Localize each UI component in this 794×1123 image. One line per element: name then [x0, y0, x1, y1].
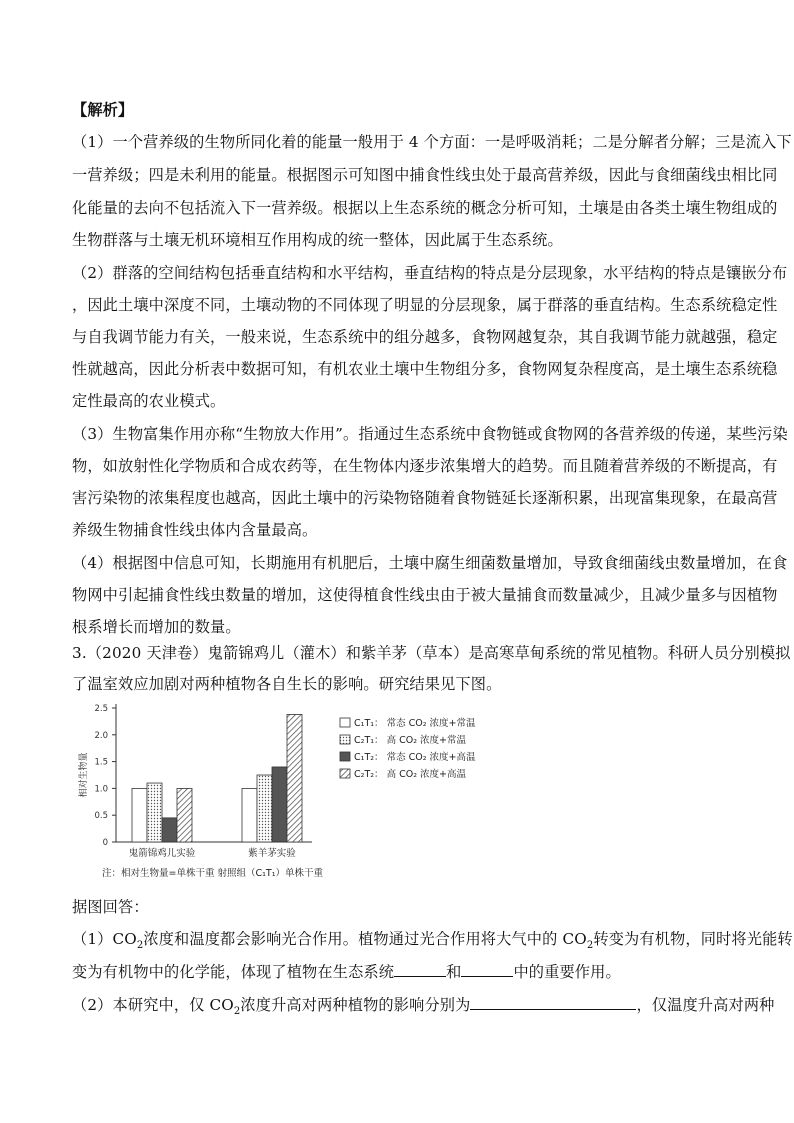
- y-axis-label: 相对生物量: [79, 752, 89, 798]
- legend-label: C₂T₂： 高 CO₂ 浓度+高温: [354, 769, 466, 780]
- legend-swatch: [340, 769, 350, 778]
- analysis-line: 害污染物的浓集程度也越高，因此土壤中的污染物铬随着食物链延长逐渐积累，出现富集现象，在最高营: [72, 489, 778, 507]
- bar: [242, 788, 257, 842]
- bar: [177, 788, 192, 842]
- y-tick-label: 0: [102, 838, 108, 848]
- q1-text-a: （1）CO: [72, 930, 137, 948]
- analysis-line: 养级生物捕食性线虫体内含量最高。: [72, 521, 318, 539]
- analysis-line: （3）生物富集作用亦称“生物放大作用”。指通过生态系统中食物链或食物网的各营养级的传递，某些污染: [72, 425, 788, 443]
- q1-line2-c: 中的重要作用。: [513, 963, 621, 981]
- bar: [287, 714, 302, 842]
- analysis-heading: 【解析】: [72, 101, 134, 119]
- answer-prompt: 据图回答：: [72, 898, 149, 916]
- bar: [272, 767, 287, 842]
- q1-text-c: 转变为有机物，同时将光能转: [593, 930, 793, 948]
- analysis-line: （4）根据图中信息可知，长期施用有机肥后，土壤中腐生细菌数量增加，导致食细菌线虫数量增加，在食: [72, 554, 788, 572]
- q1-subscript-2: 2: [586, 940, 594, 952]
- bar: [147, 783, 162, 842]
- q1-text-b: 浓度和温度都会影响光合作用。植物通过光合作用将大气中的 CO: [143, 930, 587, 948]
- answer-blank-1[interactable]: [394, 961, 446, 977]
- q1-subscript: 2: [136, 940, 144, 952]
- y-tick-label: 2.0: [94, 730, 108, 741]
- question-line-1: 3.（2020 天津卷）鬼箭锦鸡儿（灌木）和紫羊茅（草本）是高寒草甸系统的常见植物。科研人员分别模拟: [72, 644, 791, 662]
- analysis-line: （1）一个营养级的生物所同化着的能量一般用于 4 个方面：一是呼吸消耗；二是分解者分解；三是流入下: [72, 133, 792, 151]
- analysis-line: 化能量的去向不包括流入下一营养级。根据以上生态系统的概念分析可知，土壤是由各类土壤生物组成的: [72, 199, 778, 217]
- analysis-line: 物，如放射性化学物质和合成农药等，在生物体内逐步浓集增大的趋势。而且随着营养级的不断提高，有: [72, 457, 778, 475]
- q2-subscript: 2: [233, 1006, 241, 1018]
- y-tick-label: 1.5: [94, 757, 108, 768]
- q2-text-b: 浓度升高对两种植物的影响分别为: [240, 996, 471, 1014]
- legend-swatch: [340, 752, 350, 761]
- legend-label: C₁T₁： 常态 CO₂ 浓度+常温: [354, 718, 476, 729]
- question-2-line-1: [72, 994, 775, 1018]
- analysis-line: 与自我调节能力有关，一般来说，生态系统中的组分越多，食物网越复杂，其自我调节能力就越强，稳定: [72, 328, 778, 346]
- chart-svg: [72, 700, 512, 890]
- q1-line2-a: 变为有机物中的化学能，体现了植物在生态系统: [72, 963, 395, 981]
- analysis-line: 物网中引起捕食性线虫数量的增加，这使得植食性线虫由于被大量捕食而数量减少，且减少量多与因植物: [72, 586, 778, 604]
- bar-chart: [72, 700, 512, 890]
- chart-legend: [340, 717, 476, 780]
- legend-swatch: [340, 718, 350, 727]
- answer-blank-3[interactable]: [470, 994, 636, 1010]
- y-tick-label: 1.0: [94, 784, 108, 795]
- analysis-line: 性就越高，因此分析表中数据可知，有机农业土壤中生物组分多，食物网复杂程度高，是土壤生态系统稳: [72, 360, 778, 378]
- bar: [132, 788, 147, 842]
- x-category-label: 鬼箭锦鸡儿实验: [128, 848, 196, 859]
- analysis-line: 定性最高的农业模式。: [72, 392, 226, 410]
- analysis-line: ，因此土壤中深度不同，土壤动物的不同体现了明显的分层现象，属于群落的垂直结构。生态系统稳定性: [72, 296, 778, 314]
- y-tick-label: 2.5: [94, 704, 108, 714]
- legend-swatch: [340, 735, 350, 744]
- q1-line2-b: 和: [446, 963, 462, 981]
- analysis-line: 根系增长而增加的数量。: [72, 618, 241, 636]
- legend-label: C₂T₁： 高 CO₂ 浓度+常温: [354, 735, 466, 746]
- question-line-2: 了温室效应加剧对两种植物各自生长的影响。研究结果见下图。: [72, 675, 502, 693]
- question-1-line-2: [72, 961, 732, 982]
- y-tick-label: 0.5: [94, 811, 108, 822]
- chart-note: 注：相对生物量=单株干重 射照组（C₁T₁）单株干重: [102, 868, 324, 879]
- analysis-line: 生物群落与土壤无机环境相互作用构成的统一整体，因此属于生态系统。: [72, 231, 563, 249]
- legend-label: C₁T₂： 常态 CO₂ 浓度+高温: [354, 752, 476, 763]
- question-1-line-1: [72, 929, 793, 952]
- q2-text-c: ，仅温度升高对两种: [636, 996, 775, 1014]
- analysis-line: （2）群落的空间结构包括垂直结构和水平结构，垂直结构的特点是分层现象，水平结构的特点是镶嵌分布: [72, 264, 788, 282]
- bar: [257, 775, 272, 842]
- analysis-line: 一营养级；四是未利用的能量。根据图示可知图中捕食性线虫处于最高营养级，因此与食细菌线虫相比同: [72, 166, 778, 184]
- bar: [162, 818, 177, 842]
- answer-blank-2[interactable]: [461, 961, 513, 977]
- x-category-label: 紫羊茅实验: [248, 848, 296, 859]
- q2-text-a: （2）本研究中，仅 CO: [72, 996, 234, 1014]
- chart-bars: [132, 714, 302, 842]
